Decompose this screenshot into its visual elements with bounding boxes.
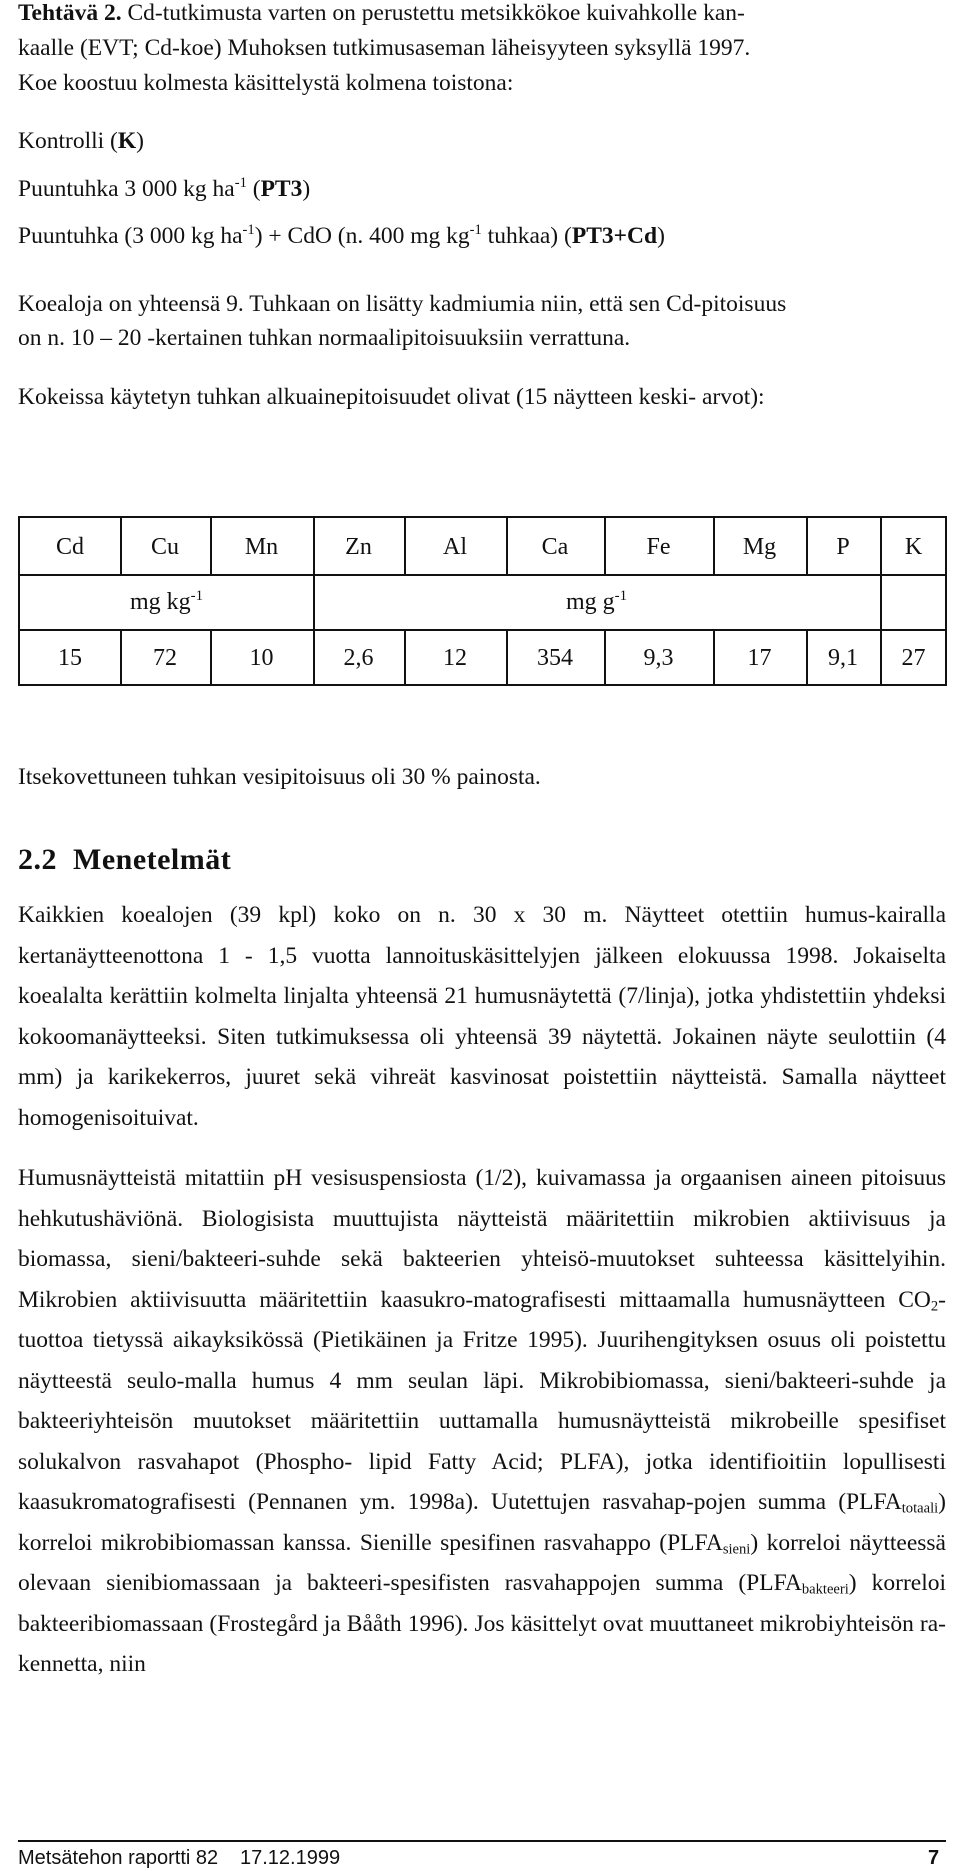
table-header-cu: Cu: [150, 534, 179, 560]
treatment-pt3-code: PT3: [260, 176, 303, 202]
table-value-k: 27: [901, 645, 926, 671]
table-value-mg: 17: [747, 645, 772, 671]
task-line-1: [18, 2, 745, 26]
treatment-pt3cd-exp-b: -1: [469, 221, 482, 238]
table-value-fe: 9,3: [643, 645, 674, 671]
table-unit-mgkg-exp: -1: [190, 587, 204, 604]
table-header-zn: Zn: [345, 534, 372, 560]
table-header-ca: Ca: [541, 534, 569, 560]
task-line-2: kaalle (EVT; Cd-koe) Muhoksen tutkimusaseman läheisyyteen syksyllä 1997.: [18, 35, 751, 61]
treatment-pt3cd-text-b: ) + CdO (n. 400 mg kg: [254, 223, 470, 249]
treatment-pt3-exp: -1: [234, 174, 247, 191]
treatment-control: [18, 130, 144, 154]
para-2-part-c: ) korreloi mikrobibiomassan kanssa. Sienille spesifinen rasvahappo (PLFA: [18, 1489, 946, 1556]
table-unit-mgg-exp: -1: [614, 587, 628, 604]
table-value-ca: 354: [537, 645, 573, 671]
table-header-p: P: [836, 534, 850, 560]
methods-paragraph-2: [18, 1158, 946, 1685]
para-2-part-d: ) korreloi näytteessä olevaan sienibiomassaan ja bakteeri-spesifisten rasvahappojen summa (PLFA: [18, 1529, 946, 1596]
para-2-part-b: -tuottoa tietyssä aikayksikössä (Pietikäinen ja Fritze 1995). Juurihengityksen osuus oli poistettu näytteestä seulo-malla humus 4 mm seulan läpi. Mikrobibiomassa, sieni/bakteeri-suhde ja bakteeriyhteisön muutokset määritettiin uuttamalla humusnäytteistä mikrobeille spesifiset solukalvon rasvahapot (Phospho- lipid Fatty Acid; PLFA), jotka identifioitiin lopullisesti kaasukromatografisesti (Pennanen ym. 1998a). Uutettujen rasvahap-pojen summa (PLFA: [18, 1286, 946, 1515]
footer-rule: [18, 1840, 946, 1842]
treatment-pt3cd: [18, 221, 665, 249]
treatment-pt3-text: Puuntuhka 3 000 kg ha: [18, 176, 235, 202]
table-unit-mgg: [313, 587, 880, 615]
treatment-pt3cd-exp-a: -1: [242, 221, 255, 238]
treatment-pt3: [18, 174, 311, 202]
treatment-pt3cd-text-c: tuhkaa) (: [481, 223, 572, 249]
para-2-part-a: Humusnäytteistä mitattiin pH vesisuspensiosta (1/2), kuivamassa ja orgaanisen aineen pitoisuus hehkutushäviönä. Biologisista muuttujista näytteistä määritettiin mikrobien aktiivisuus ja biomassa, sieni/bakteeri-suhde sekä bakteerien yhteisö-muutokset suhteessa käsittelyihin. Mikrobien aktiivisuutta määritettiin kaasukro-matografisesti mittaamalla humusnäytteen CO: [18, 1165, 946, 1313]
table-value-cd: 15: [58, 645, 82, 671]
section-title: Menetelmät: [73, 843, 232, 876]
task-label: Tehtävä 2.: [18, 0, 122, 26]
table-header-mg: Mg: [742, 534, 777, 560]
section-number: 2.2: [18, 843, 57, 876]
ash-composition-table: [18, 516, 947, 686]
treatment-pt3-close: ): [302, 176, 311, 202]
footer-page-number: 7: [928, 1847, 940, 1869]
plots-line-1: Koealoja on yhteensä 9. Tuhkaan on lisätty kadmiumia niin, että sen Cd-pitoisuus: [18, 291, 787, 317]
treatment-pt3-open: (: [246, 176, 261, 202]
table-header-al: Al: [443, 534, 467, 560]
plots-line-2: on n. 10 – 20 -kertainen tuhkan normaalipitoisuuksiin verrattuna.: [18, 325, 631, 351]
treatment-control-close: ): [136, 128, 144, 154]
task-text-1: Cd-tutkimusta varten on perustettu metsikkökoe kuivahkolle kan-: [127, 0, 745, 26]
treatment-pt3cd-text-a: Puuntuhka (3 000 kg ha: [18, 223, 243, 249]
table-unit-mgkg: [20, 587, 313, 615]
table-value-al: 12: [443, 645, 467, 671]
table-header-cd: Cd: [55, 534, 84, 560]
para-2-part-e: ) korreloi bakteeribiomassaan (Frostegård ja Bååth 1996). Jos käsittelyt ovat muuttaneet mikrobiyhteisön ra-kennetta, niin: [18, 1570, 947, 1677]
section-heading: [18, 843, 231, 877]
treatment-pt3cd-close: ): [657, 223, 665, 249]
co2-subscript: 2: [930, 1298, 939, 1315]
footer-date: 17.12.1999: [240, 1847, 341, 1869]
table-header-k: K: [904, 534, 923, 560]
plfa-bacteria-subscript: bakteeri: [801, 1581, 849, 1598]
table-unit-mgg-text: mg g: [565, 589, 615, 615]
plfa-total-subscript: totaali: [901, 1500, 939, 1517]
table-header-fe: Fe: [646, 534, 671, 560]
table-header-mn: Mn: [244, 534, 279, 560]
moisture-note: Itsekovettuneen tuhkan vesipitoisuus oli 30 % painosta.: [18, 764, 541, 790]
methods-paragraph-1: Kaikkien koealojen (39 kpl) koko on n. 30 x 30 m. Näytteet otettiin humus-kairalla kertanäytteenottona 1 - 1,5 vuotta lannoituskäsittelyjen jälkeen elokuussa 1998. Jokaiselta koealalta kerättiin kolmelta linjalta yhteensä 21 humusnäytettä (7/linja), jotka yhdistettiin yhdeksi kokoomanäytteeksi. Siten tutkimuksessa oli yhteensä 39 näytettä. Jokainen näyte seulottiin (4 mm) ja karikekerros, juuret sekä vihreät kasvinosat poistettiin näytteistä. Samalla näytteet homogenisoituivat.: [18, 902, 946, 1131]
table-unit-mgkg-text: mg kg: [129, 589, 191, 615]
plfa-fungi-subscript: sieni: [722, 1541, 751, 1558]
table-value-p: 9,1: [828, 645, 858, 671]
ash-intro: Kokeissa käytetyn tuhkan alkuainepitoisuudet olivat (15 näytteen keski- arvot):: [18, 384, 765, 410]
task-line-3: Koe koostuu kolmesta käsittelystä kolmena toistona:: [18, 70, 514, 96]
table-value-zn: 2,6: [343, 645, 374, 671]
footer-series: Metsätehon raportti 82: [18, 1847, 219, 1869]
treatment-pt3cd-code: PT3+Cd: [571, 223, 658, 249]
treatment-control-code: K: [117, 128, 137, 154]
table-rule: [20, 574, 945, 576]
treatment-control-text: Kontrolli (: [18, 128, 118, 154]
table-value-cu: 72: [153, 645, 177, 671]
table-value-mn: 10: [249, 645, 274, 671]
